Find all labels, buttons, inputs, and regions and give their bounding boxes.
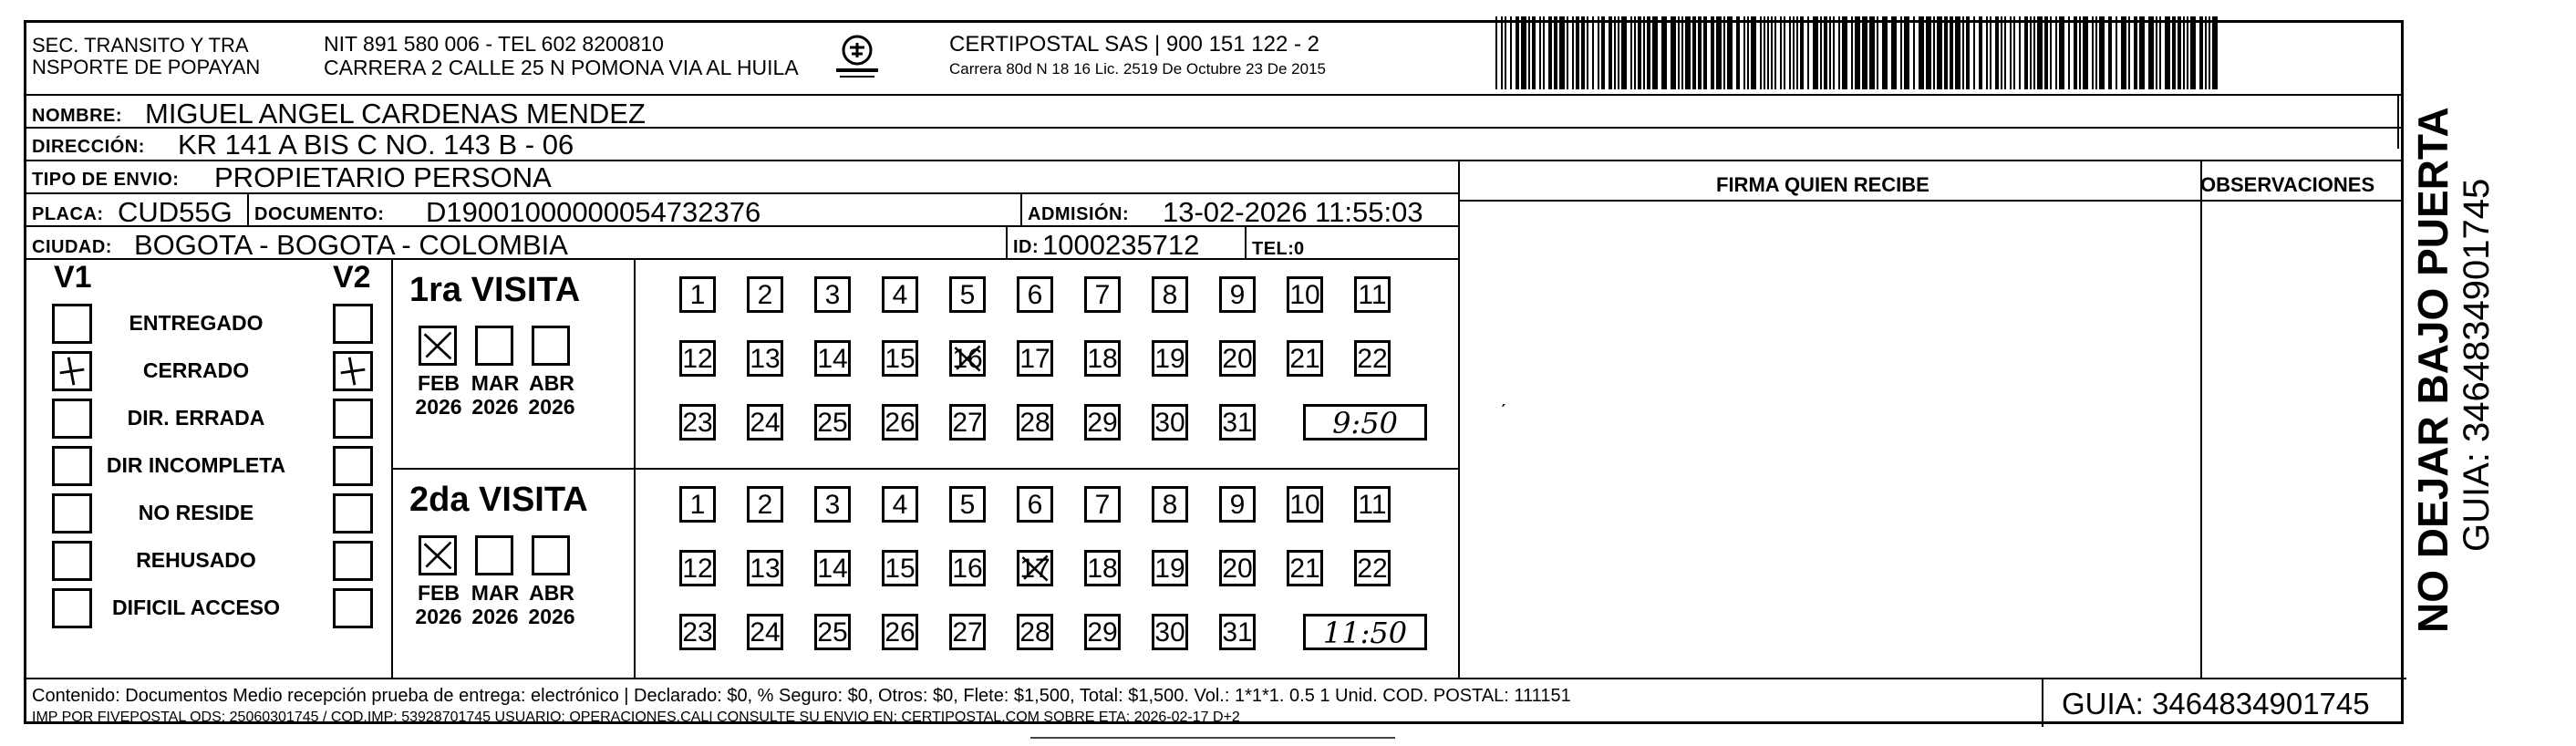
id-label: ID: xyxy=(1013,237,1040,257)
sender-line2: NSPORTE DE POPAYAN xyxy=(32,56,261,78)
side-guia-text: GUIA: 3464834901745 xyxy=(2457,178,2497,552)
day-box-5[interactable]: 5 xyxy=(949,486,986,523)
header xyxy=(26,23,2406,98)
month-checkbox-feb[interactable] xyxy=(419,326,457,366)
day-box-13[interactable]: 13 xyxy=(747,550,783,586)
day-box-16[interactable]: 16 xyxy=(949,550,986,586)
sender-nit: NIT 891 580 006 - TEL 602 8200810 xyxy=(324,32,664,56)
v2-checkbox-entregado[interactable] xyxy=(333,304,373,344)
month-label xyxy=(468,371,522,419)
month-checkbox-mar[interactable] xyxy=(475,326,513,366)
day-box-5[interactable]: 5 xyxy=(949,276,986,313)
visit-title: 1ra VISITA xyxy=(409,271,581,309)
month-name: FEB xyxy=(418,371,460,395)
side-guia xyxy=(2458,78,2504,552)
reason-label: DIFICIL ACCESO xyxy=(111,596,280,619)
day-box-11[interactable]: 11 xyxy=(1354,276,1391,313)
visit-time-box[interactable]: 11:50 xyxy=(1303,614,1427,650)
ciudad-label: CIUDAD: xyxy=(32,237,112,257)
month-year: 2026 xyxy=(471,605,519,628)
month-year: 2026 xyxy=(471,395,519,419)
day-box-23[interactable]: 23 xyxy=(679,404,716,440)
day-box-7[interactable]: 7 xyxy=(1084,276,1121,313)
month-label xyxy=(524,581,579,628)
day-box-26[interactable]: 26 xyxy=(882,404,918,440)
reason-label: DIR INCOMPLETA xyxy=(106,453,286,477)
day-box-27[interactable]: 27 xyxy=(949,614,986,650)
day-box-9[interactable]: 9 xyxy=(1219,276,1256,313)
scan-mark xyxy=(1030,737,1395,739)
day-box-22[interactable]: 22 xyxy=(1354,550,1391,586)
day-box-6[interactable]: 6 xyxy=(1017,276,1053,313)
nombre-value: MIGUEL ANGEL CARDENAS MENDEZ xyxy=(145,98,646,130)
day-box-3[interactable]: 3 xyxy=(814,486,851,523)
day-box-12[interactable]: 12 xyxy=(679,550,716,586)
reason-label: ENTREGADO xyxy=(129,311,264,335)
day-box-25[interactable]: 25 xyxy=(814,404,851,440)
day-box-10[interactable]: 10 xyxy=(1287,276,1323,313)
day-box-14[interactable]: 14 xyxy=(814,550,851,586)
v2-checkbox-rehusado[interactable] xyxy=(333,541,373,581)
day-box-15[interactable]: 15 xyxy=(882,340,918,377)
observaciones-header: OBSERVACIONES xyxy=(2200,173,2375,196)
reason-label: NO RESIDE xyxy=(138,501,254,524)
day-box-20[interactable]: 20 xyxy=(1219,340,1256,377)
documento-value: D19001000000054732376 xyxy=(426,196,761,228)
day-box-8[interactable]: 8 xyxy=(1152,486,1188,523)
month-label xyxy=(468,581,522,628)
day-box-17[interactable]: 17 xyxy=(1017,340,1053,377)
tel-label: TEL: xyxy=(1252,239,1295,259)
month-checkbox-abr[interactable] xyxy=(532,535,570,575)
day-box-11[interactable]: 11 xyxy=(1354,486,1391,523)
day-box-14[interactable]: 14 xyxy=(814,340,851,377)
id-value: 1000235712 xyxy=(1042,229,1200,261)
carrier-name: CERTIPOSTAL SAS | 900 151 122 - 2 xyxy=(949,32,1319,57)
day-box-13[interactable]: 13 xyxy=(747,340,783,377)
day-box-1[interactable]: 1 xyxy=(679,276,716,313)
day-box-12[interactable]: 12 xyxy=(679,340,716,377)
carrier-logo-icon xyxy=(834,32,880,87)
day-box-18[interactable]: 18 xyxy=(1084,550,1121,586)
day-box-24[interactable]: 24 xyxy=(747,614,783,650)
direccion-value: KR 141 A BIS C NO. 143 B - 06 xyxy=(178,129,574,161)
direccion-label: DIRECCIÓN: xyxy=(32,137,145,157)
v1-label: V1 xyxy=(54,260,92,295)
day-box-28[interactable]: 28 xyxy=(1017,404,1053,440)
day-box-2[interactable]: 2 xyxy=(747,486,783,523)
day-box-6[interactable]: 6 xyxy=(1017,486,1053,523)
month-checkbox-mar[interactable] xyxy=(475,535,513,575)
v2-checkbox-dir-incompleta[interactable] xyxy=(333,446,373,486)
admision-label: ADMISIÓN: xyxy=(1028,204,1130,224)
day-box-26[interactable]: 26 xyxy=(882,614,918,650)
v2-checkbox-dir-errada[interactable] xyxy=(333,399,373,439)
v2-label: V2 xyxy=(333,260,371,295)
day-box-8[interactable]: 8 xyxy=(1152,276,1188,313)
day-box-7[interactable]: 7 xyxy=(1084,486,1121,523)
footer-contenido: Contenido: Documentos Medio recepción prueba de entrega: electrónico | Declarado: $0, % Seguro: $0, Otros: $0, Flete: $1,500, Total: $1,500. Vol.: 1*1*1. 0.5 1 Unid. COD. POSTAL: 111151 xyxy=(32,686,1571,706)
day-box-21[interactable]: 21 xyxy=(1287,340,1323,377)
v2-checkbox-cerrado[interactable] xyxy=(333,351,373,391)
placa-label: PLACA: xyxy=(32,204,104,224)
signature-mark: ˊ xyxy=(1500,400,1507,423)
day-box-31[interactable]: 31 xyxy=(1219,614,1256,650)
day-box-9[interactable]: 9 xyxy=(1219,486,1256,523)
day-box-23[interactable]: 23 xyxy=(679,614,716,650)
day-box-30[interactable]: 30 xyxy=(1152,404,1188,440)
day-box-29[interactable]: 29 xyxy=(1084,614,1121,650)
footer-guia: GUIA: 3464834901745 xyxy=(2062,687,2370,720)
day-box-3[interactable]: 3 xyxy=(814,276,851,313)
day-box-29[interactable]: 29 xyxy=(1084,404,1121,440)
day-box-4[interactable]: 4 xyxy=(882,486,918,523)
day-box-10[interactable]: 10 xyxy=(1287,486,1323,523)
nombre-label: NOMBRE: xyxy=(32,106,123,126)
day-box-1[interactable]: 1 xyxy=(679,486,716,523)
documento-label: DOCUMENTO: xyxy=(254,204,385,224)
v2-checkbox-dificil-acceso[interactable] xyxy=(333,588,373,628)
month-name: FEB xyxy=(418,581,460,605)
reason-label: CERRADO xyxy=(142,358,250,382)
day-box-27[interactable]: 27 xyxy=(949,404,986,440)
month-label xyxy=(411,581,466,628)
day-box-19[interactable]: 19 xyxy=(1152,550,1188,586)
month-name: MAR xyxy=(471,371,520,395)
day-box-21[interactable]: 21 xyxy=(1287,550,1323,586)
day-box-25[interactable]: 25 xyxy=(814,614,851,650)
tipo-label: TIPO DE ENVIO: xyxy=(32,170,180,190)
reason-label: REHUSADO xyxy=(136,548,256,572)
sender-address: CARRERA 2 CALLE 25 N POMONA VIA AL HUILA xyxy=(324,56,799,79)
firma-header: FIRMA QUIEN RECIBE xyxy=(1716,173,1929,196)
month-year: 2026 xyxy=(528,395,575,419)
day-box-18[interactable]: 18 xyxy=(1084,340,1121,377)
day-box-24[interactable]: 24 xyxy=(747,404,783,440)
carrier-license: Carrera 80d N 18 16 Lic. 2519 De Octubre 23 De 2015 xyxy=(949,60,1326,78)
month-year: 2026 xyxy=(528,605,575,628)
month-year: 2026 xyxy=(415,605,462,628)
placa-value: CUD55G xyxy=(118,196,233,228)
v2-checkbox-no-reside[interactable] xyxy=(333,493,373,534)
month-label xyxy=(411,371,466,419)
month-year: 2026 xyxy=(415,395,462,419)
day-box-17[interactable]: 17 xyxy=(1017,550,1053,586)
no-dejar-text: NO DEJAR BAJO PUERTA xyxy=(2409,107,2457,633)
sender-line1: SEC. TRANSITO Y TRA xyxy=(32,34,249,57)
month-name: ABR xyxy=(529,581,574,605)
day-box-15[interactable]: 15 xyxy=(882,550,918,586)
month-label xyxy=(524,371,579,419)
day-box-30[interactable]: 30 xyxy=(1152,614,1188,650)
day-box-16[interactable]: 16 xyxy=(949,340,986,377)
day-box-28[interactable]: 28 xyxy=(1017,614,1053,650)
day-box-22[interactable]: 22 xyxy=(1354,340,1391,377)
day-box-31[interactable]: 31 xyxy=(1219,404,1256,440)
ciudad-value: BOGOTA - BOGOTA - COLOMBIA xyxy=(134,229,568,261)
delivery-card xyxy=(24,20,2404,724)
tipo-value: PROPIETARIO PERSONA xyxy=(214,161,552,193)
month-name: MAR xyxy=(471,581,520,605)
day-box-20[interactable]: 20 xyxy=(1219,550,1256,586)
month-checkbox-feb[interactable] xyxy=(419,535,457,575)
footer-imp: IMP POR FIVEPOSTAL ODS: 25060301745 / COD.IMP: 53928701745 USUARIO: OPERACIONES.CALI CONSULTE SU ENVIO EN: CERTIPOSTAL.COM SOBRE ETA: 2026-02-17 D+2 xyxy=(32,710,1240,725)
admision-value: 13-02-2026 11:55:03 xyxy=(1163,196,1423,228)
day-box-2[interactable]: 2 xyxy=(747,276,783,313)
visit-title: 2da VISITA xyxy=(409,481,588,519)
visit-time-box[interactable]: 9:50 xyxy=(1303,404,1427,440)
tel-value: 0 xyxy=(1294,239,1305,259)
day-box-19[interactable]: 19 xyxy=(1152,340,1188,377)
month-name: ABR xyxy=(529,371,574,395)
day-box-4[interactable]: 4 xyxy=(882,276,918,313)
reason-label: DIR. ERRADA xyxy=(127,406,265,430)
month-checkbox-abr[interactable] xyxy=(532,326,570,366)
